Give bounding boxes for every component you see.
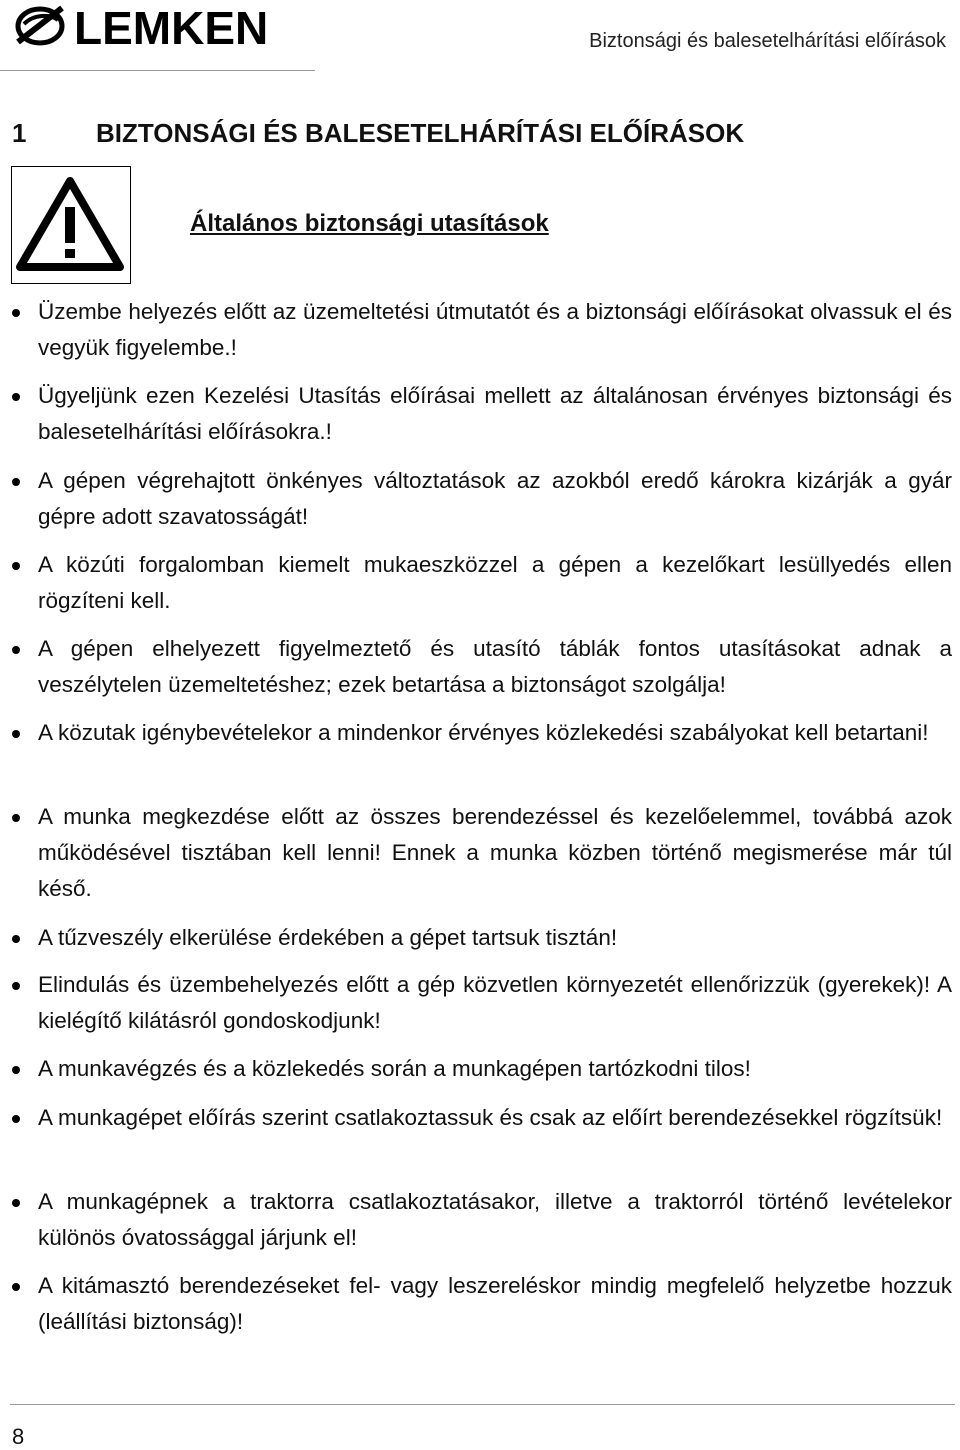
section-number: 1 (12, 118, 27, 148)
bullet-icon (12, 646, 20, 654)
section-heading (12, 118, 744, 149)
list-item-text: Elindulás és üzembehelyezés előtt a gép közvetlen környezetét ellenőrizzük (gyerekek)! A kielégítő kilátásról gondoskodjunk! (38, 972, 952, 1033)
list-item-text: A munkagépet előírás szerint csatlakoztassuk és csak az előírt berendezésekkel rögzítsük! (38, 1105, 943, 1130)
bullet-icon (12, 562, 20, 570)
header-title: Biztonsági és balesetelhárítási előírások (589, 30, 946, 52)
list-item-text: A gépen elhelyezett figyelmeztető és utasító táblák fontos utasításokat adnak a veszélytelen üzemeltetéshez; ezek betartása a biztonságot szolgálja! (38, 636, 952, 697)
list-item-text: A munkavégzés és a közlekedés során a munkagépen tartózkodni tilos! (38, 1056, 751, 1081)
list-item (38, 1100, 952, 1136)
header-divider (0, 70, 315, 71)
list-item-text: A tűzveszély elkerülése érdekében a gépet tartsuk tisztán! (38, 925, 618, 950)
list-item (38, 715, 952, 751)
list-item-text: A közutak igénybevételekor a mindenkor érvényes közlekedési szabályokat kell betartani! (38, 720, 929, 745)
list-item (38, 920, 952, 956)
bullet-icon (12, 478, 20, 486)
bullet-icon (12, 1115, 20, 1123)
bullet-icon (12, 814, 20, 822)
bullet-icon (12, 309, 20, 317)
list-item (38, 378, 952, 450)
list-item (38, 463, 952, 535)
bullet-icon (12, 1066, 20, 1074)
footer-divider (10, 1404, 955, 1405)
list-item-text: A kitámasztó berendezéseket fel- vagy leszereléskor mindig megfelelő helyzetbe hozzuk (leállítási biztonság)! (38, 1273, 952, 1334)
list-item-text: A gépen végrehajtott önkényes változtatások az azokból eredő károkra kizárják a gyár gépre adott szavatosságát! (38, 468, 952, 529)
list-item-text: A munka megkezdése előtt az összes berendezéssel és kezelőelemmel, továbbá azok működésével tisztában kell lenni! Ennek a munka közben történő megismerése már túl késő. (38, 804, 952, 901)
list-item (38, 631, 952, 703)
warning-sign (11, 166, 131, 284)
section-title: BIZTONSÁGI ÉS BALESETELHÁRÍTÁSI ELŐÍRÁSOK (96, 118, 745, 148)
bullet-icon (12, 1283, 20, 1291)
list-item (38, 799, 952, 907)
bullet-icon (12, 982, 20, 990)
list-item-text: A közúti forgalomban kiemelt mukaeszközzel a gépen a kezelőkart lesüllyedés ellen rögzíteni kell. (38, 552, 952, 613)
list-item (38, 1268, 952, 1340)
bullet-icon (12, 730, 20, 738)
brand-wordmark: LEMKEN (74, 2, 269, 54)
section-subtitle: Általános biztonsági utasítások (190, 210, 549, 237)
list-item-text: Üzembe helyezés előtt az üzemeltetési útmutatót és a biztonsági előírásokat olvassuk el és vegyük figyelembe.! (38, 299, 952, 360)
page-header (0, 0, 960, 72)
lemken-logo (10, 2, 300, 58)
list-item (38, 967, 952, 1039)
list-item (38, 547, 952, 619)
bullet-icon (12, 935, 20, 943)
list-item (38, 1184, 952, 1256)
bullet-icon (12, 393, 20, 401)
list-item (38, 294, 952, 366)
list-item (38, 1051, 952, 1087)
warning-triangle-icon (12, 167, 129, 282)
list-item-text: Ügyeljünk ezen Kezelési Utasítás előírásai mellett az általánosan érvényes biztonsági és balesetelhárítási előírásokra.! (38, 383, 952, 444)
list-item-text: A munkagépnek a traktorra csatlakoztatásakor, illetve a traktorról történő levételekor különös óvatossággal járjunk el! (38, 1189, 952, 1250)
bullet-icon (12, 1199, 20, 1207)
page-number: 8 (12, 1424, 25, 1449)
